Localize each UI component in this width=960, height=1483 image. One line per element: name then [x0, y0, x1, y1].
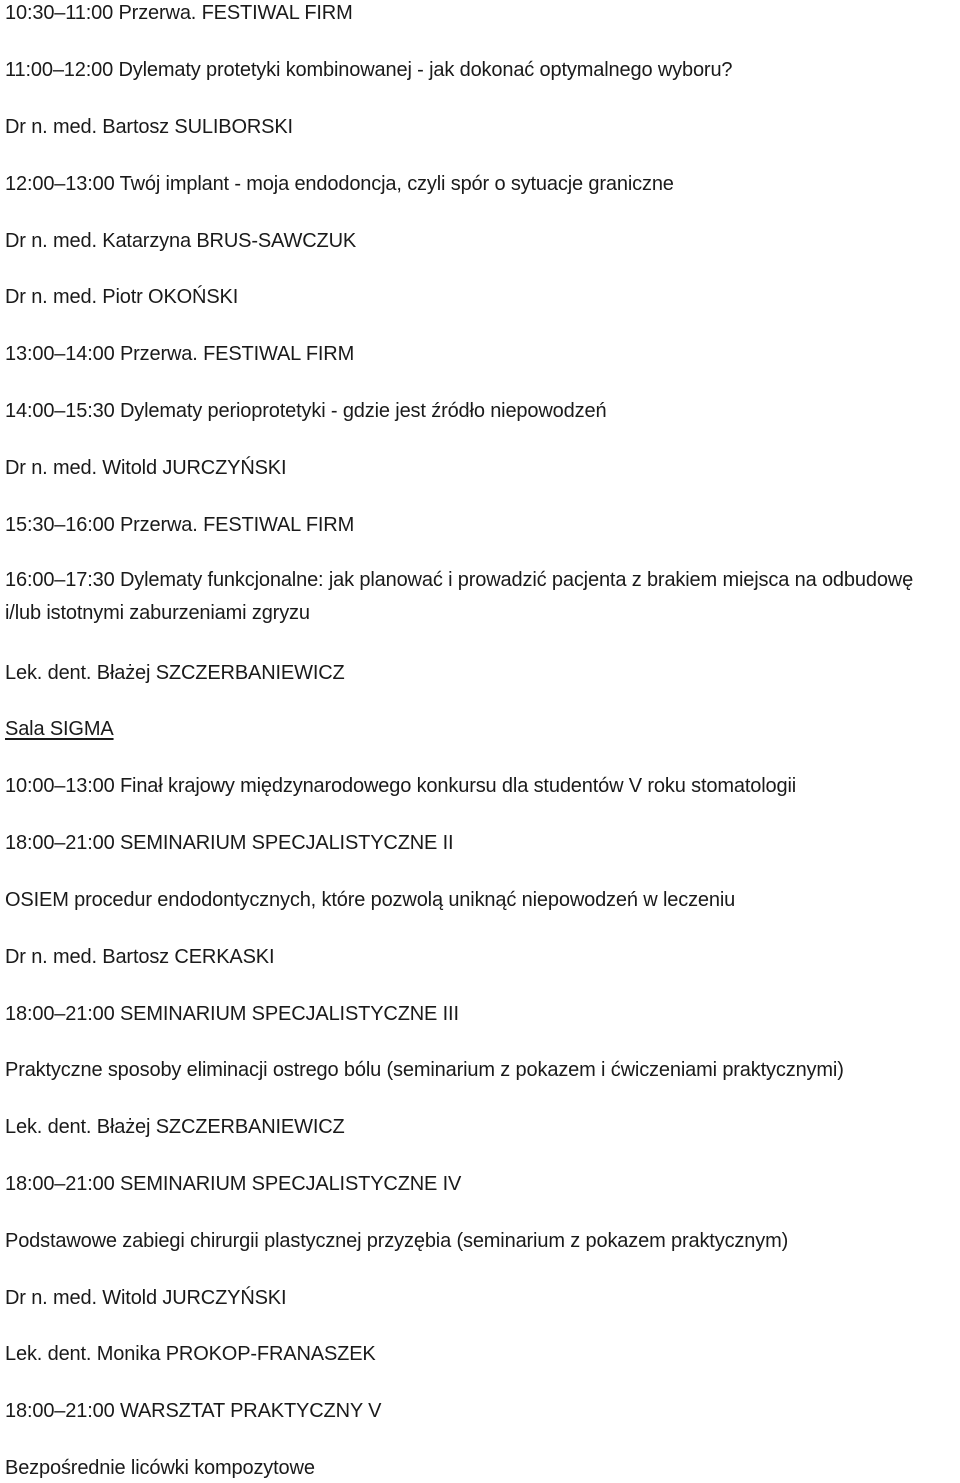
schedule-line: Praktyczne sposoby eliminacji ostrego bólu (seminarium z pokazem i ćwiczeniami praktycznymi): [5, 1059, 844, 1081]
schedule-line: Bezpośrednie licówki kompozytowe: [5, 1457, 315, 1479]
schedule-line: 15:30–16:00 Przerwa. FESTIWAL FIRM: [5, 514, 355, 536]
schedule-line: Podstawowe zabiegi chirurgii plastycznej przyzębia (seminarium z pokazem praktycznym): [5, 1230, 789, 1252]
schedule-line: Dr n. med. Witold JURCZYŃSKI: [5, 457, 287, 479]
schedule-line: 13:00–14:00 Przerwa. FESTIWAL FIRM: [5, 343, 355, 365]
schedule-line: 18:00–21:00 SEMINARIUM SPECJALISTYCZNE III: [5, 1003, 459, 1025]
schedule-line: Dr n. med. Bartosz CERKASKI: [5, 946, 275, 968]
schedule-line: 10:00–13:00 Finał krajowy międzynarodowego konkursu dla studentów V roku stomatologii: [5, 775, 797, 797]
schedule-line: 11:00–12:00 Dylematy protetyki kombinowanej - jak dokonać optymalnego wyboru?: [5, 59, 733, 81]
schedule-line: Dr n. med. Katarzyna BRUS-SAWCZUK: [5, 230, 357, 252]
schedule-line: OSIEM procedur endodontycznych, które pozwolą uniknąć niepowodzeń w leczeniu: [5, 889, 736, 911]
schedule-line: 18:00–21:00 SEMINARIUM SPECJALISTYCZNE IV: [5, 1173, 462, 1195]
room-heading: Sala SIGMA: [5, 718, 114, 740]
schedule-line: Dr n. med. Bartosz SULIBORSKI: [5, 116, 293, 138]
schedule-line: Lek. dent. Błażej SZCZERBANIEWICZ: [5, 1116, 345, 1138]
schedule-line: Lek. dent. Błażej SZCZERBANIEWICZ: [5, 662, 345, 684]
schedule-line: Lek. dent. Monika PROKOP-FRANASZEK: [5, 1343, 376, 1365]
schedule-line: Dr n. med. Piotr OKOŃSKI: [5, 286, 239, 308]
schedule-line: 10:30–11:00 Przerwa. FESTIWAL FIRM: [5, 2, 353, 24]
schedule-line: 12:00–13:00 Twój implant - moja endodoncja, czyli spór o sytuacje graniczne: [5, 173, 674, 195]
schedule-line: 14:00–15:30 Dylematy perioprotetyki - gdzie jest źródło niepowodzeń: [5, 400, 607, 422]
schedule-line: 18:00–21:00 SEMINARIUM SPECJALISTYCZNE II: [5, 832, 454, 854]
schedule-line: 18:00–21:00 WARSZTAT PRAKTYCZNY V: [5, 1400, 382, 1422]
schedule-line: Dr n. med. Witold JURCZYŃSKI: [5, 1287, 287, 1309]
schedule-line: 16:00–17:30 Dylematy funkcjonalne: jak planować i prowadzić pacjenta z brakiem miejsca na odbudowę i/lub istotnymi zaburzeniami zgryzu: [5, 569, 914, 624]
